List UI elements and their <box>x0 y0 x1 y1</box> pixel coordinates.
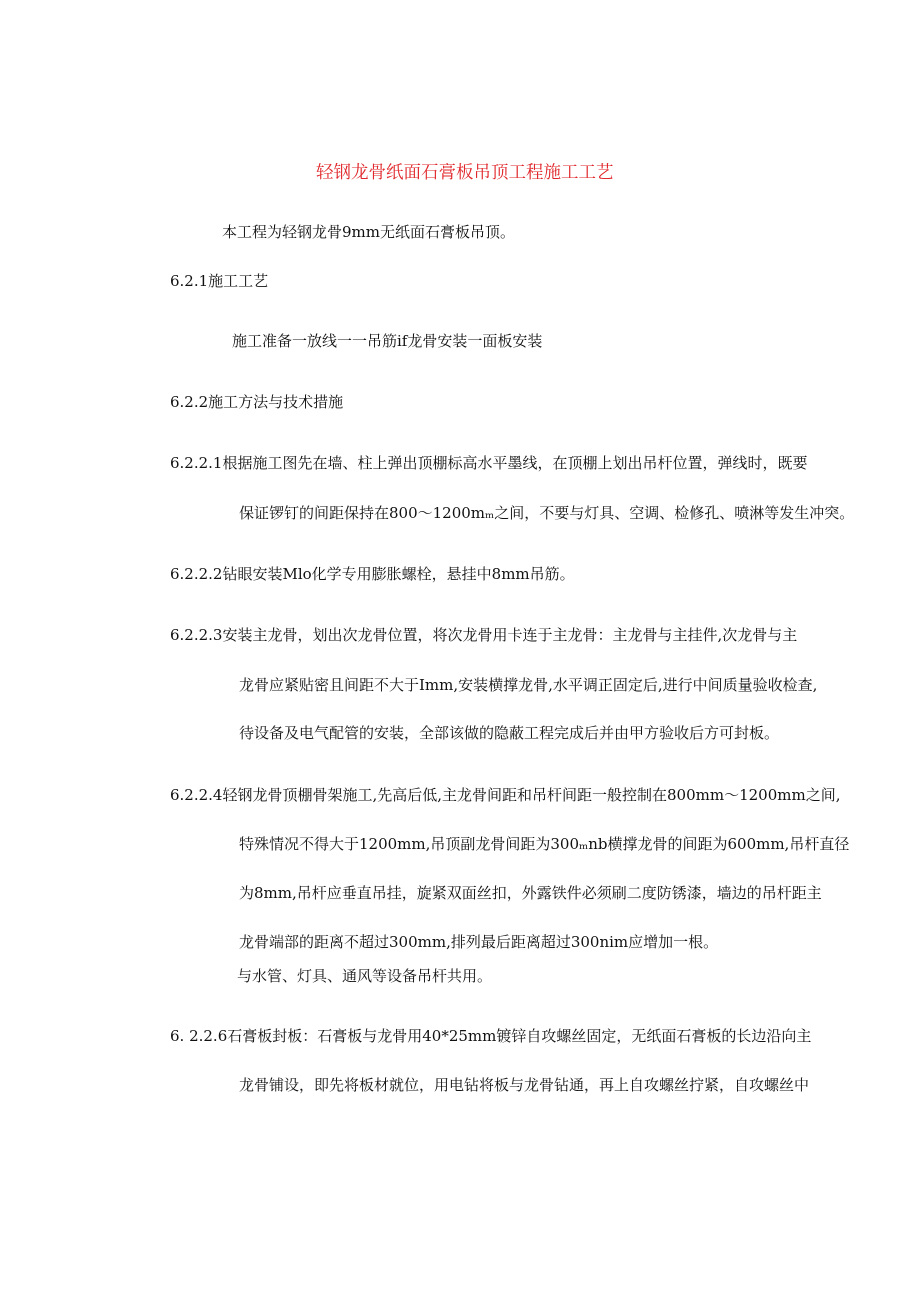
paragraph-6-2-2-4-line-5: 与水管、灯具、通风等设备吊杆共用。 <box>237 967 493 985</box>
paragraph-6-2-2-4-line-1: 6.2.2.4轻钢龙骨顶棚骨架施工,先高后低,主龙骨间距和吊杆间距一般控制在800mm～1200mm之间, <box>170 786 841 804</box>
paragraph-6-2-2-3-line-2: 龙骨应紧贴密且间距不大于Imm,安装横撑龙骨,水平调正固定后,进行中间质量验收检查, <box>239 676 818 694</box>
section-heading-6-2-2: 6.2.2施工方法与技术措施 <box>170 393 344 411</box>
section-heading-6-2-1: 6.2.1施工工艺 <box>170 272 269 290</box>
paragraph-6-2-2-6-line-2: 龙骨铺设，即先将板材就位，用电钻将板与龙骨钻通，再上自攻螺丝拧紧，自攻螺丝中 <box>239 1076 810 1094</box>
paragraph-6-2-2-3-line-1: 6.2.2.3安装主龙骨，划出次龙骨位置，将次龙骨用卡连于主龙骨：主龙骨与主挂件,次龙骨与主 <box>170 626 798 644</box>
paragraph-6-2-2-2: 6.2.2.2钻眼安装Mlo化学专用膨胀螺栓，悬挂中8mm吊筋。 <box>170 565 575 583</box>
paragraph-6-2-2-1-line-2: 保证锣钉的间距保持在800～1200mₘ之间，不要与灯具、空调、检修孔、喷淋等发生冲突。 <box>239 504 855 522</box>
document-title: 轻钢龙骨纸面石膏板吊顶工程施工工艺 <box>316 163 614 183</box>
paragraph-6-2-2-4-line-3: 为8mm,吊杆应垂直吊挂，旋紧双面丝扣，外露铁件必须刷二度防锈漆，墙边的吊杆距主 <box>239 884 822 902</box>
paragraph-6-2-2-1-line-1: 6.2.2.1根据施工图先在墙、柱上弹出顶棚标高水平墨线，在顶棚上划出吊杆位置，弹线时，既要 <box>170 454 808 472</box>
paragraph-6-2-2-3-line-3: 待设备及电气配管的安装，全部该做的隐蔽工程完成后并由甲方验收后方可封板。 <box>239 724 780 742</box>
paragraph-6-2-2-6-line-1: 6. 2.2.6石膏板封板：石膏板与龙骨用40*25mm镀锌自攻螺丝固定，无纸面石膏板的长边沿向主 <box>170 1027 812 1045</box>
process-flow-line: 施工准备一放线一一吊筋if龙骨安装一面板安装 <box>232 332 543 350</box>
paragraph-6-2-2-4-line-2: 特殊情况不得大于1200mm,吊顶副龙骨间距为300ₘnb横撑龙骨的间距为600mm,吊杆直径 <box>239 835 850 853</box>
intro-paragraph: 本工程为轻钢龙骨9mm无纸面石膏板吊顶。 <box>222 223 515 241</box>
paragraph-6-2-2-4-line-4: 龙骨端部的距离不超过300mm,排列最后距离超过300nim应增加一根。 <box>239 933 719 951</box>
